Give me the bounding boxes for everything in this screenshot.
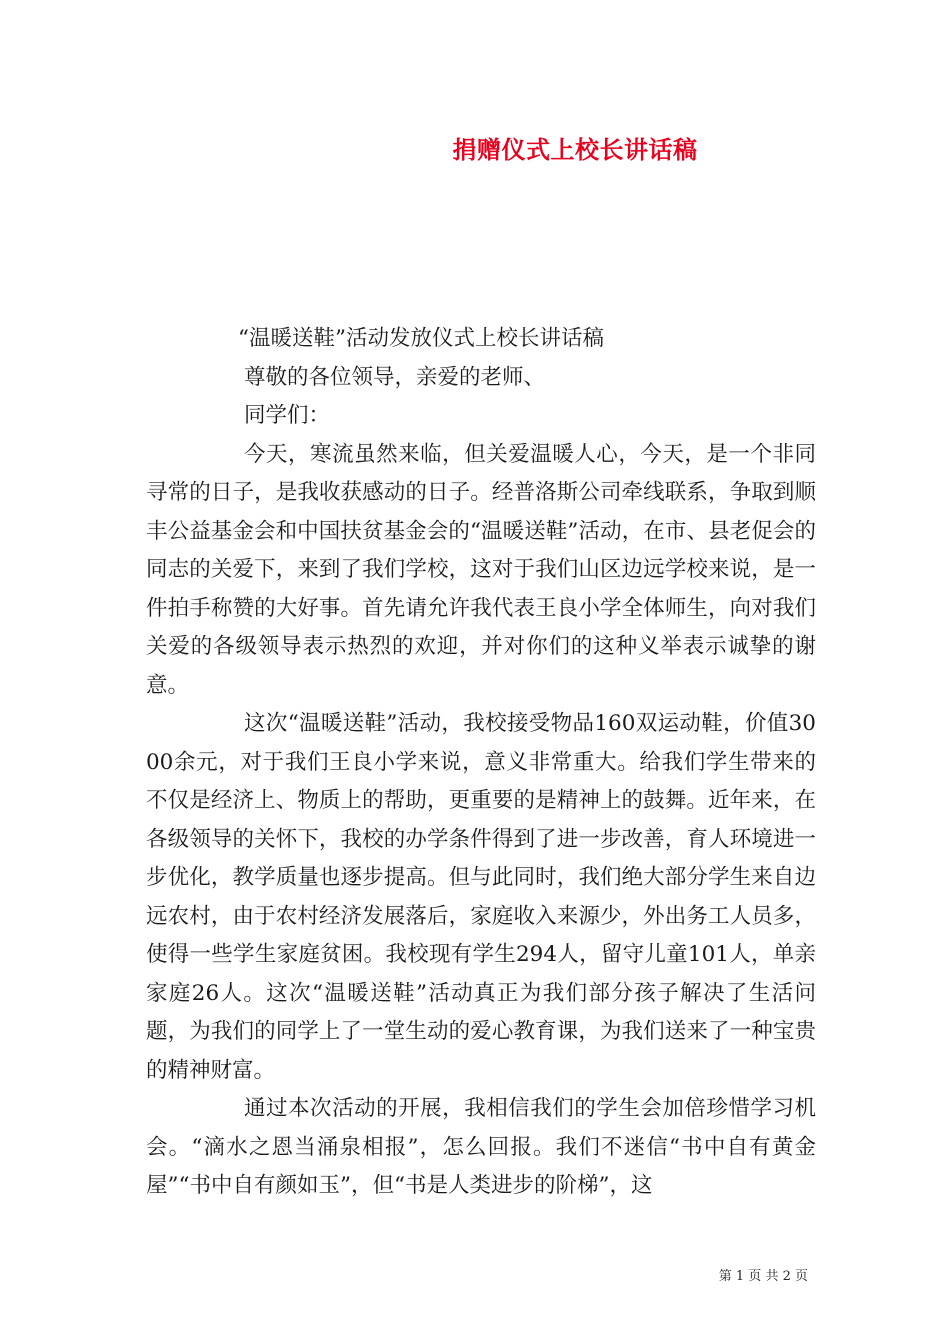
speech-subtitle: “温暖送鞋”活动发放仪式上校长讲话稿 bbox=[238, 326, 604, 351]
salutation-line-2: 同学们： bbox=[244, 403, 331, 428]
document-title: 捐赠仪式上校长讲话稿 bbox=[452, 135, 698, 164]
paragraph-2: 这次“温暖送鞋”活动，我校接受物品160双运动鞋，价值3000余元，对于我们王良小学来说，意义非常重大。给我们学生带来的不仅是经济上、物质上的帮助，更重要的是精神上的鼓舞。近年来，在各级领导的关怀下，我校的办学条件得到了进一步改善，育人环境进一步优化，教学质量也逐步提高。但与此同时，我们绝大部分学生来自边远农村，由于农村经济发展落后，家庭收入来源少，外出务工人员多，使得一些学生家庭贫困。我校现有学生294人，留守儿童101人，单亲家庭26人。这次“温暖送鞋”活动真正为我们部分孩子解决了生活问题，为我们的同学上了一堂生动的爱心教育课，为我们送来了一种宝贵的精神财富。 bbox=[146, 711, 816, 1083]
salutation-line-1: 尊敬的各位领导，亲爱的老师、 bbox=[244, 364, 546, 390]
document-body bbox=[146, 320, 816, 1206]
paragraph-1: 今天，寒流虽然来临，但关爱温暖人心，今天，是一个非同寻常的日子，是我收获感动的日子。经普洛斯公司牵线联系，争取到顺丰公益基金会和中国扶贫基金会的“温暖送鞋”活动，在市、县老促会的同志的关爱下，来到了我们学校，这对于我们山区边远学校来说，是一件拍手称赞的大好事。首先请允许我代表王良小学全体师生，向对我们关爱的各级领导表示热烈的欢迎，并对你们的这种义举表示诚挚的谢意。 bbox=[146, 441, 816, 698]
paragraph-3: 通过本次活动的开展，我相信我们的学生会加倍珍惜学习机会。“滴水之恩当涌泉相报”，怎么回报。我们不迷信“书中自有黄金屋”“书中自有颜如玉”，但“书是人类进步的阶梯”，这 bbox=[146, 1096, 816, 1198]
page-footer: 第 1 页 共 2 页 bbox=[718, 1269, 808, 1284]
